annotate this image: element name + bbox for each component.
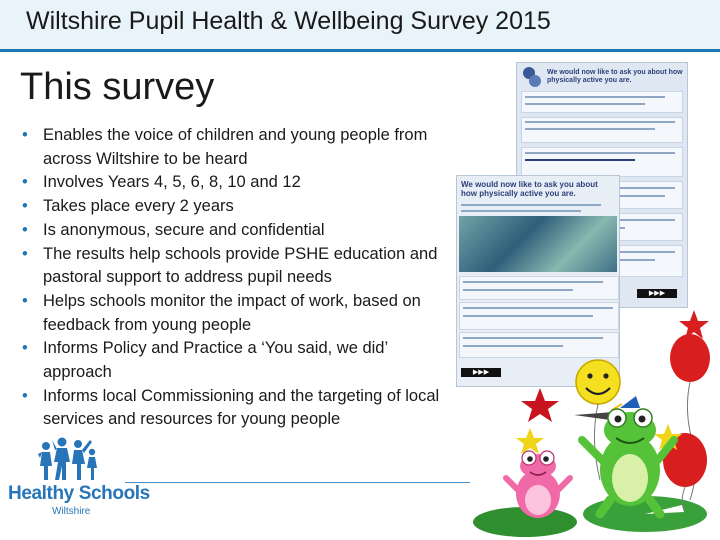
bullet-item: • Enables the voice of children and young people from across Wiltshire to be heard — [20, 124, 450, 171]
bullet-list — [20, 124, 450, 432]
bullet-item: • Helps schools monitor the impact of work, based on feedback from young people — [20, 290, 450, 337]
footer-divider — [125, 482, 470, 483]
underwater-photo — [459, 216, 617, 272]
bullet-item: • Takes place every 2 years — [20, 195, 450, 219]
text-line — [463, 289, 573, 291]
slide-title: Wiltshire Pupil Health & Wellbeing Survey 2015 — [26, 7, 551, 35]
star-icon — [516, 428, 544, 454]
next-arrows-icon: ▶▶▶ — [637, 289, 677, 298]
text-line — [525, 121, 675, 123]
step-badge-icon — [521, 66, 543, 88]
title-underline — [0, 49, 720, 52]
star-icon — [521, 388, 559, 422]
text-line — [525, 152, 675, 154]
text-line — [461, 204, 601, 206]
text-line — [525, 103, 645, 105]
text-line — [525, 96, 665, 98]
survey-page-heading: We would now like to ask you about how physically active you are. — [547, 69, 683, 84]
next-arrows-icon: ▶▶▶ — [461, 368, 501, 377]
bullet-item: • Involves Years 4, 5, 6, 8, 10 and 12 — [20, 171, 450, 195]
text-line — [461, 210, 581, 212]
progress-line — [525, 159, 635, 161]
frogs-party-illustration — [470, 300, 720, 540]
logo-subtitle: Wiltshire — [52, 506, 91, 517]
survey-page-heading: We would now like to ask you about how physically active you are. — [461, 180, 598, 198]
logo-wordmark: Healthy Schools — [8, 483, 150, 504]
bullet-item: • Is anonymous, secure and confidential — [20, 219, 450, 243]
children-figures-icon — [36, 436, 100, 482]
text-line — [525, 128, 655, 130]
question-box — [521, 91, 683, 113]
text-line — [463, 281, 603, 283]
healthy-schools-logo — [6, 436, 150, 520]
bullet-item: • Informs Policy and Practice a ‘You said, we did’ approach — [20, 337, 450, 384]
question-box — [459, 276, 619, 300]
bullet-item: • The results help schools provide PSHE education and pastoral support to address pupil needs — [20, 243, 450, 290]
bullet-item: • Informs local Commissioning and the targeting of local services and resources for young people — [20, 385, 450, 432]
section-heading: This survey — [20, 66, 215, 108]
